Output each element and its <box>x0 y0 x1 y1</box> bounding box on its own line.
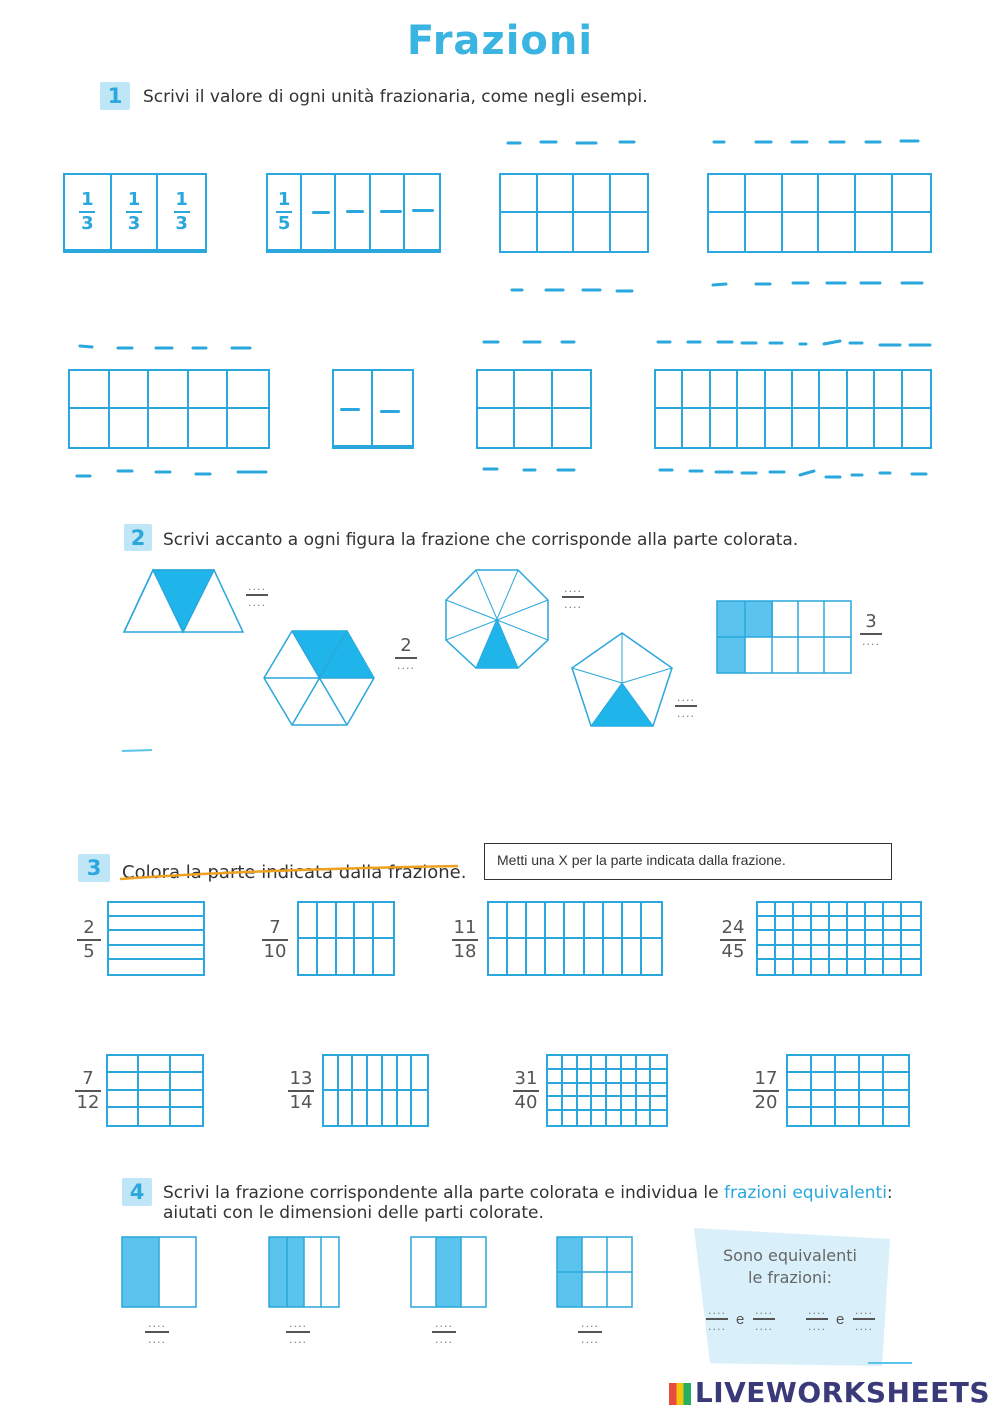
fraction-label: 24 45 <box>721 917 745 962</box>
and-text: e <box>836 1311 845 1328</box>
answer-fraction-rectangle[interactable]: 3 .... <box>862 611 880 648</box>
fraction-label: 7 12 <box>76 1068 100 1113</box>
answer-fraction-3[interactable]: .... .... <box>432 1318 456 1346</box>
exercise-2-instruction: Scrivi accanto a ogni figura la frazione che corrisponde alla parte colorata. <box>163 530 799 550</box>
unit-fraction: 1 5 <box>268 175 302 251</box>
note-line-2: le frazioni: <box>748 1268 832 1287</box>
fraction-label: 7 10 <box>263 917 287 962</box>
exercise-2-number: 2 <box>124 524 152 551</box>
exercise-3-instruction: Colora la parte indicata dalla frazione. <box>122 862 467 883</box>
fraction-label: 13 14 <box>289 1068 313 1113</box>
unit-fraction: 1 3 <box>158 175 205 251</box>
answer-fraction-2[interactable]: .... .... <box>286 1318 310 1346</box>
answer-fraction-octagon[interactable]: .... .... <box>564 582 582 611</box>
replacement-instruction-box: Metti una X per la parte indicata dalla frazione. <box>484 843 892 880</box>
note-answer-4[interactable]: .... .... <box>855 1304 873 1333</box>
answer-fraction-1[interactable]: .... .... <box>145 1318 169 1346</box>
note-answer-1[interactable]: .... .... <box>708 1304 726 1333</box>
fraction-label: 11 18 <box>453 917 477 962</box>
exercise-1-number: 1 <box>100 82 130 110</box>
liveworksheets-logo: LIVEWORKSHEETS <box>669 1376 990 1409</box>
fraction-label: 31 40 <box>514 1068 538 1113</box>
square-quarters <box>269 1237 339 1307</box>
fraction-label: 17 20 <box>754 1068 778 1113</box>
answer-fraction-triangle[interactable]: .... .... <box>248 580 266 609</box>
square-middle <box>411 1237 486 1307</box>
note-answer-3[interactable]: .... .... <box>808 1304 826 1333</box>
decorative-line <box>868 1362 912 1364</box>
unit-fraction: 1 3 <box>65 175 112 251</box>
answer-fraction-hexagon[interactable]: 2 .... <box>397 635 415 672</box>
exercise-3-number: 3 <box>78 854 110 882</box>
exercise-1-instruction: Scrivi il valore di ogni unità frazionaria, come negli esempi. <box>143 87 648 107</box>
and-text: e <box>736 1311 745 1328</box>
answer-fraction-pentagon[interactable]: .... .... <box>677 691 695 720</box>
note-line-1: Sono equivalenti <box>723 1246 857 1265</box>
exercise-4-instruction: Scrivi la frazione corrispondente alla parte colorata e individua le frazioni equivalenti: <box>163 1183 893 1203</box>
answer-fraction-4[interactable]: .... .... <box>578 1318 602 1346</box>
note-answer-2[interactable]: .... .... <box>755 1304 773 1333</box>
fraction-label: 2 5 <box>77 918 101 962</box>
exercise-4-number: 4 <box>122 1178 152 1206</box>
square-grid <box>557 1237 632 1307</box>
exercise-4-instruction-line2: aiutati con le dimensioni delle parti colorate. <box>163 1203 544 1223</box>
logo-icon <box>669 1383 691 1405</box>
page-title: Frazioni <box>406 18 594 64</box>
unit-fraction: 1 3 <box>112 175 159 251</box>
square-half <box>122 1237 196 1307</box>
